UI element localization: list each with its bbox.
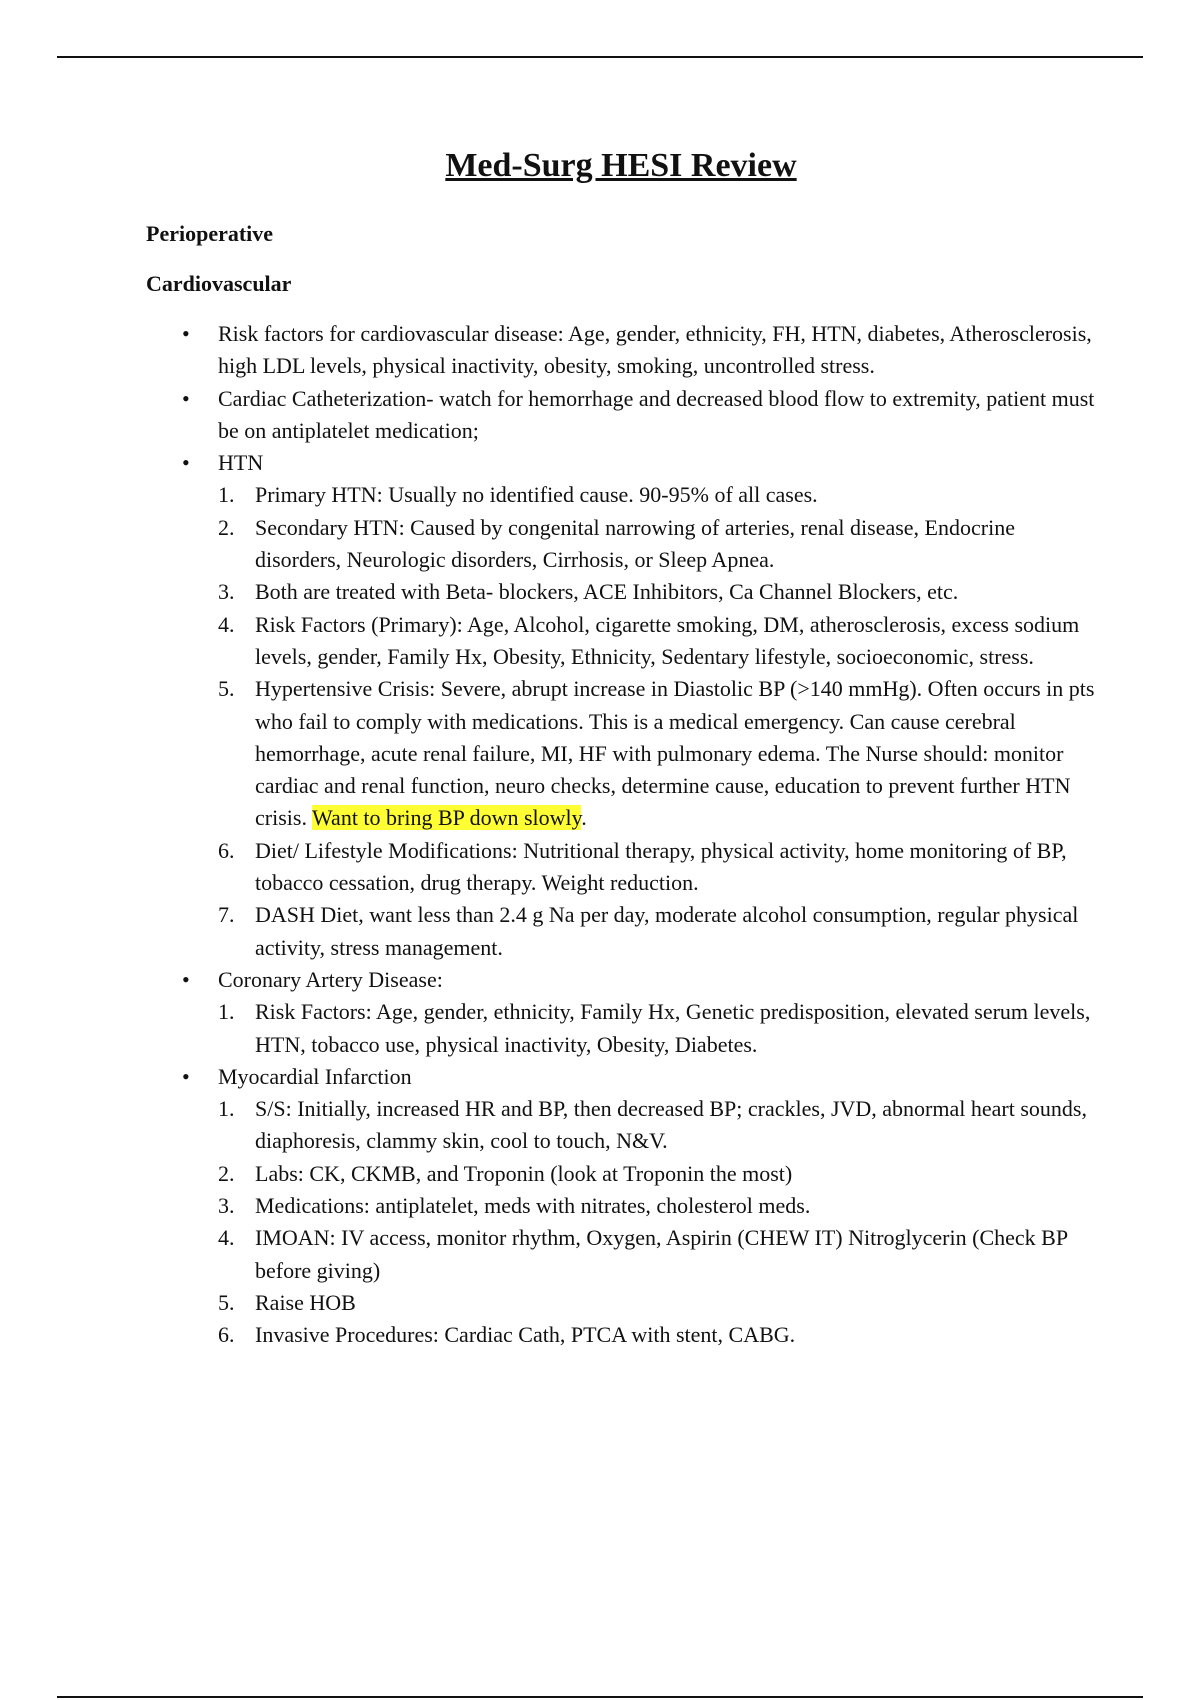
bullet-dot-icon: •: [182, 450, 190, 476]
bullet-htn: [146, 447, 1096, 479]
list-item: [218, 996, 1096, 1061]
bullet-coronary-artery-disease: [146, 964, 1096, 996]
mi-numbered-list: [218, 1093, 1096, 1351]
heading-cardiovascular: Cardiovascular: [146, 271, 292, 296]
list-item: [218, 1093, 1096, 1158]
list-item: [218, 576, 1096, 608]
bullet-text: Cardiac Catheterization- watch for hemorrhage and decreased blood flow to extremity, patient must be on antiplatelet medication;: [218, 385, 1095, 443]
bullet-myocardial-infarction: [146, 1061, 1096, 1093]
item-text: Risk Factors (Primary): Age, Alcohol, cigarette smoking, DM, atherosclerosis, excess sodium levels, gender, Family Hx, Obesity, Ethnicity, Sedentary lifestyle, socioeconomic, stress.: [255, 611, 1080, 669]
item-text: IMOAN: IV access, monitor rhythm, Oxygen, Aspirin (CHEW IT) Nitroglycerin (Check BP before giving): [255, 1225, 1068, 1283]
page-title: Med-Surg HESI Review: [445, 147, 797, 184]
cad-numbered-list: [218, 996, 1096, 1061]
document-body: [146, 140, 1096, 1352]
item-number: 1.: [218, 999, 235, 1025]
item-text: Medications: antiplatelet, meds with nitrates, cholesterol meds.: [255, 1193, 811, 1219]
item-text: DASH Diet, want less than 2.4 g Na per day, moderate alcohol consumption, regular physical activity, stress management.: [255, 902, 1079, 960]
list-item: [218, 1158, 1096, 1190]
bullet-risk-factors: [146, 318, 1096, 383]
item-number: 6.: [218, 1322, 235, 1348]
item-number: 1.: [218, 1096, 235, 1122]
item-number: 4.: [218, 611, 235, 637]
list-item: [218, 1190, 1096, 1222]
bullet-text: Risk factors for cardiovascular disease: Age, gender, ethnicity, FH, HTN, diabetes, Atherosclerosis, high LDL levels, physical inactivity, obesity, smoking, uncontrolled stress.: [218, 321, 1092, 379]
item-number: 5.: [218, 1289, 235, 1315]
item-text: Both are treated with Beta- blockers, ACE Inhibitors, Ca Channel Blockers, etc.: [255, 579, 959, 605]
bullet-dot-icon: •: [182, 966, 190, 992]
list-item: [218, 1222, 1096, 1287]
bullet-text: Myocardial Infarction: [218, 1063, 412, 1089]
list-item: [218, 673, 1096, 834]
bullet-text: Coronary Artery Disease:: [218, 966, 443, 992]
item-number: 7.: [218, 902, 235, 928]
list-item: [218, 1319, 1096, 1351]
list-item: [218, 1287, 1096, 1319]
item-text: Hypertensive Crisis: Severe, abrupt increase in Diastolic BP (>140 mmHg). Often occurs in pts who fail to comply with medications. This is a medical emergency. Can cause cerebral hemorrhage, acute renal failure, MI, HF with pulmonary edema. The Nurse should: monitor cardiac and renal function, neuro checks, determine cause, education to prevent further HTN crisis.: [255, 676, 1095, 831]
list-item: [218, 512, 1096, 577]
item-text: Labs: CK, CKMB, and Troponin (look at Troponin the most): [255, 1160, 793, 1186]
bullet-dot-icon: •: [182, 321, 190, 346]
bullet-dot-icon: •: [182, 385, 190, 411]
bottom-rule: [57, 1696, 1143, 1698]
item-number: 2.: [218, 514, 235, 540]
item-number: 5.: [218, 676, 235, 702]
bullet-cardiac-catheterization: [146, 383, 1096, 448]
bullet-text: HTN: [218, 450, 264, 476]
list-item: [218, 609, 1096, 674]
item-text: Risk Factors: Age, gender, ethnicity, Family Hx, Genetic predisposition, elevated serum levels, HTN, tobacco use, physical inactivity, Obesity, Diabetes.: [255, 999, 1091, 1057]
cardiovascular-bullet-list: [146, 318, 1096, 1352]
item-text-after: .: [581, 805, 587, 831]
list-item: [218, 899, 1096, 964]
item-number: 3.: [218, 1193, 235, 1219]
item-number: 4.: [218, 1225, 235, 1251]
item-number: 2.: [218, 1160, 235, 1186]
list-item: [218, 835, 1096, 900]
list-item: [218, 479, 1096, 511]
htn-sublist-wrapper: [146, 479, 1096, 963]
htn-numbered-list: [218, 479, 1096, 963]
item-number: 6.: [218, 837, 235, 863]
item-text: Invasive Procedures: Cardiac Cath, PTCA with stent, CABG.: [255, 1322, 796, 1348]
bullet-dot-icon: •: [182, 1063, 190, 1089]
item-number: 3.: [218, 579, 235, 605]
item-text: S/S: Initially, increased HR and BP, then decreased BP; crackles, JVD, abnormal heart sounds, diaphoresis, clammy skin, cool to touch, N&V.: [255, 1096, 1087, 1154]
cad-sublist-wrapper: [146, 996, 1096, 1061]
item-text: Diet/ Lifestyle Modifications: Nutritional therapy, physical activity, home monitoring of BP, tobacco cessation, drug therapy. Weight reduction.: [255, 837, 1067, 896]
heading-perioperative: Perioperative: [146, 221, 274, 246]
item-number: 1.: [218, 482, 235, 508]
item-text: Primary HTN: Usually no identified cause. 90-95% of all cases.: [255, 482, 818, 508]
item-text: Secondary HTN: Caused by congenital narrowing of arteries, renal disease, Endocrine disorders, Neurologic disorders, Cirrhosis, or Sleep Apnea.: [255, 514, 1015, 573]
mi-sublist-wrapper: [146, 1093, 1096, 1351]
highlighted-text: Want to bring BP down slowly: [312, 805, 582, 831]
item-text: Raise HOB: [255, 1289, 356, 1315]
top-rule: [57, 56, 1143, 58]
